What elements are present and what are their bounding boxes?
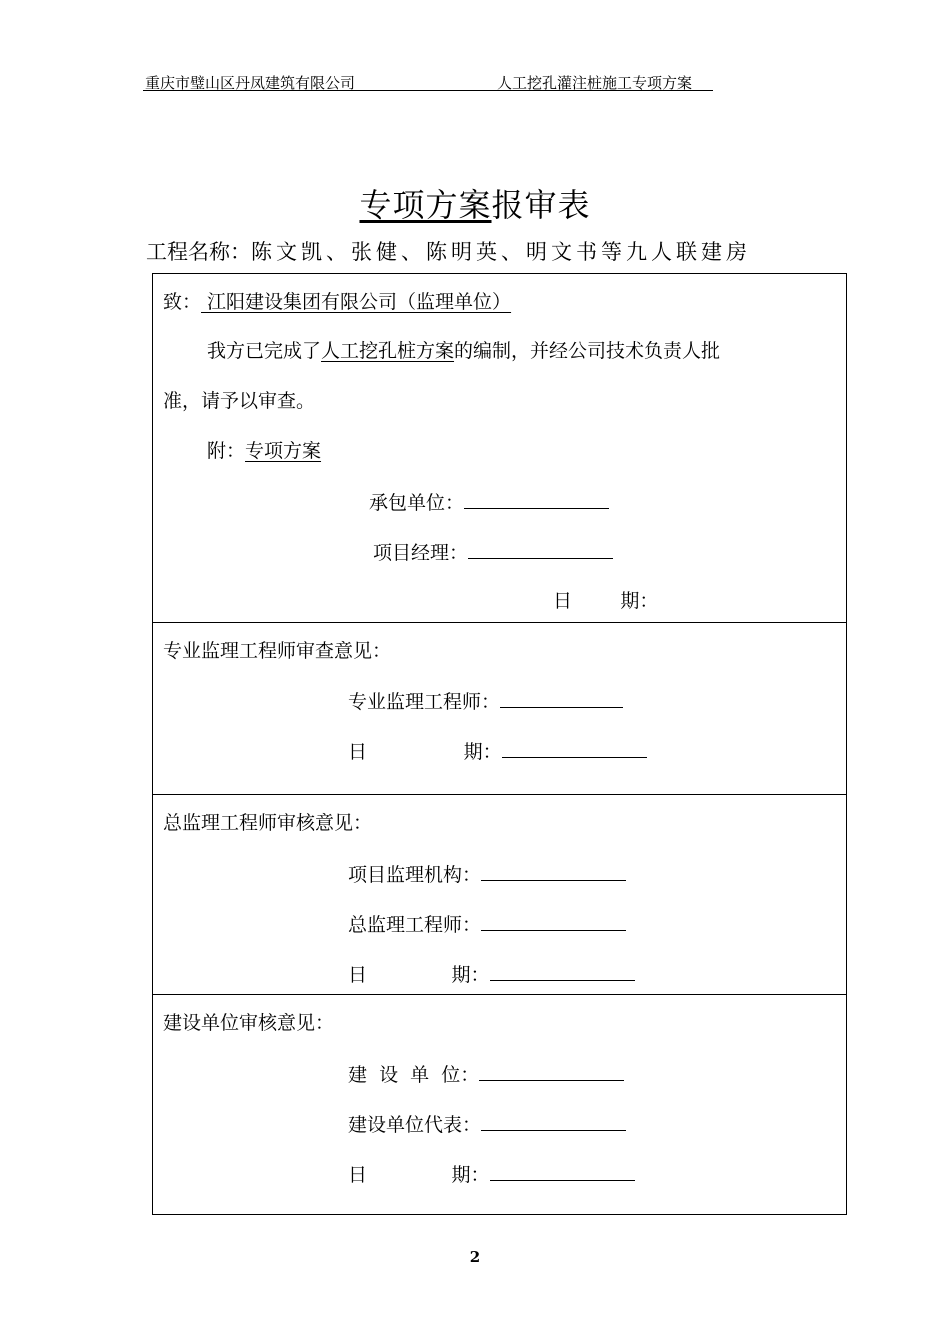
owner-rep-line xyxy=(348,1112,626,1137)
supervisor-engineer-line xyxy=(348,689,623,714)
chief-engineer-blank[interactable] xyxy=(481,912,626,931)
header-doc-title: 人工挖孔灌注桩施工专项方案 xyxy=(497,74,693,92)
attach-value: 专项方案 xyxy=(245,440,322,462)
chief-section xyxy=(153,794,846,994)
project-name-line xyxy=(146,236,751,266)
owner-rep-blank[interactable] xyxy=(481,1112,626,1131)
contractor-label: 承包单位： xyxy=(369,492,465,514)
project-value: 陈文凯、张健、陈明英、明文书等九人联建房 xyxy=(251,240,751,264)
addressee-line xyxy=(163,291,511,314)
title-rest: 报审表 xyxy=(491,186,591,224)
supervisor-date-line xyxy=(348,739,647,764)
chief-engineer-line xyxy=(348,912,626,937)
supervisor-date-label: 日 期： xyxy=(348,741,502,763)
attachment-line xyxy=(207,440,321,463)
chief-date-line xyxy=(348,962,635,987)
submission-date: 日 期： xyxy=(553,590,659,612)
submission-section xyxy=(153,274,846,622)
owner-heading: 建设单位审核意见： xyxy=(163,1012,335,1034)
chief-org-blank[interactable] xyxy=(481,862,626,881)
page-header xyxy=(143,68,713,91)
statement-line-2: 准，请予以审查。 xyxy=(163,390,316,412)
statement-pre: 我方已完成了 xyxy=(207,340,322,362)
chief-engineer-label: 总监理工程师： xyxy=(348,914,482,936)
page-title xyxy=(0,180,950,226)
page-number: 2 xyxy=(469,1248,481,1266)
contractor-line xyxy=(369,490,609,515)
manager-label: 项目经理： xyxy=(373,542,469,564)
statement-line-1 xyxy=(207,340,720,363)
supervisor-date-blank[interactable] xyxy=(502,739,647,758)
statement-post: 的编制，并经公司技术负责人批 xyxy=(454,340,721,362)
project-label: 工程名称： xyxy=(146,240,251,264)
owner-unit-label: 建 设 单 位： xyxy=(348,1064,480,1086)
to-value: 江阳建设集团有限公司（监理单位） xyxy=(201,291,512,313)
approval-form xyxy=(152,273,847,1215)
chief-date-label: 日 期： xyxy=(348,964,490,986)
chief-heading: 总监理工程师审核意见： xyxy=(163,812,373,834)
supervisor-engineer-blank[interactable] xyxy=(500,689,623,708)
chief-date-blank[interactable] xyxy=(490,962,635,981)
owner-date-label: 日 期： xyxy=(348,1164,490,1186)
manager-blank[interactable] xyxy=(468,540,613,559)
supervisor-engineer-label: 专业监理工程师： xyxy=(348,691,501,713)
supervisor-heading: 专业监理工程师审查意见： xyxy=(163,640,392,662)
to-label: 致： xyxy=(163,291,202,313)
header-company: 重庆市璧山区丹凤建筑有限公司 xyxy=(145,74,356,92)
owner-date-blank[interactable] xyxy=(490,1162,635,1181)
owner-unit-line xyxy=(348,1062,624,1087)
plan-name: 人工挖孔桩方案 xyxy=(321,340,455,362)
attach-label: 附： xyxy=(207,440,246,462)
owner-unit-blank[interactable] xyxy=(479,1062,624,1081)
title-underlined: 专项方案 xyxy=(359,186,492,224)
chief-org-line xyxy=(348,862,626,887)
manager-line xyxy=(373,540,613,565)
chief-org-label: 项目监理机构： xyxy=(348,864,482,886)
owner-section xyxy=(153,994,846,1216)
contractor-blank[interactable] xyxy=(464,490,609,509)
owner-date-line xyxy=(348,1162,635,1187)
supervisor-section xyxy=(153,622,846,794)
owner-rep-label: 建设单位代表： xyxy=(348,1114,482,1136)
